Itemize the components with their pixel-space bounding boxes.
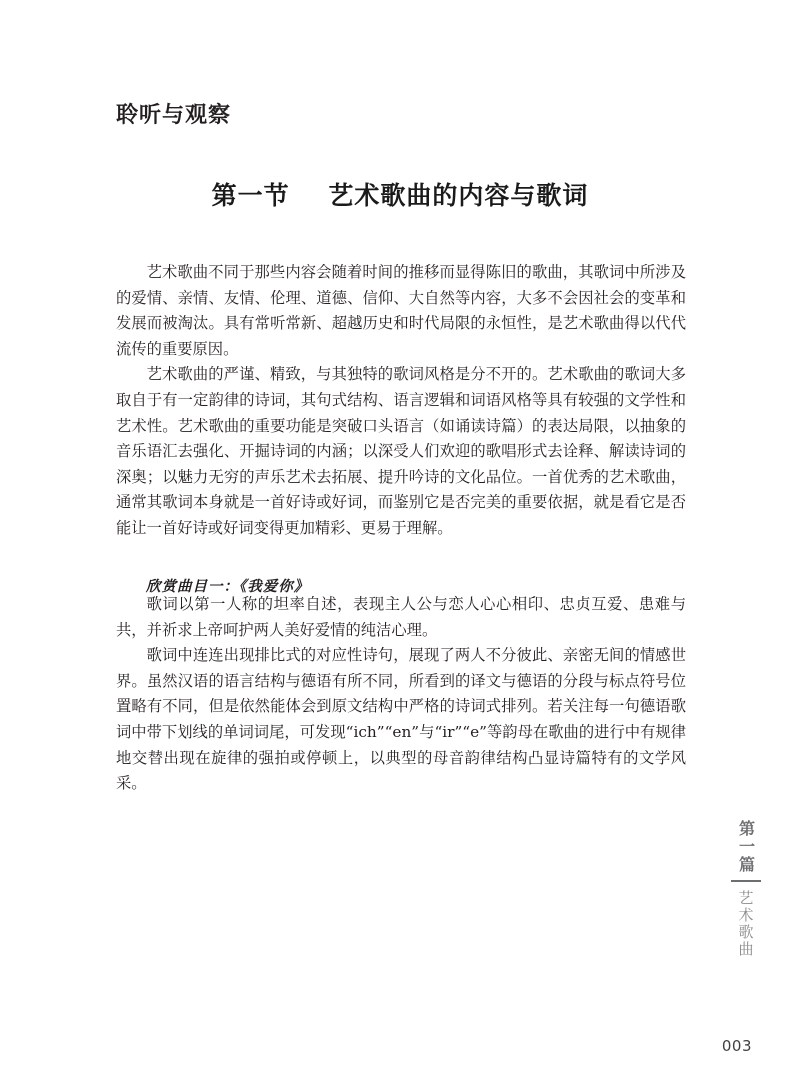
paragraph: 艺术歌曲不同于那些内容会随着时间的推移而显得陈旧的歌曲，其歌词中所涉及的爱情、亲情、友情、伦理、道德、信仰、大自然等内容，大多不会因社会的变革和发展而被淘汰。具有常听常新、超越历史和时代局限的永恒性，是艺术歌曲得以代代流传的重要原因。	[116, 263, 686, 358]
chapter-title: 第一节 艺术歌曲的内容与歌词	[211, 181, 589, 210]
side-tab-part: 第一篇	[736, 820, 756, 874]
paragraph: 艺术歌曲的严谨、精致，与其独特的歌词风格是分不开的。艺术歌曲的歌词大多取自于有一定韵律的诗词，其句式结构、语言逻辑和词语风格等具有较强的文学性和艺术性。艺术歌曲的重要功能是突破口头语言（如诵读诗篇）的表达局限，以抽象的音乐语汇去强化、开掘诗词的内涵；以深受人们欢迎的歌唱形式去诠释、解读诗词的深奥；以魅力无穷的声乐艺术去拓展、提升吟诗的文化品位。一首优秀的艺术歌曲，通常其歌词本身就是一首好诗或好词，而鉴别它是否完美的重要依据，就是看它是否能让一首好诗或好词变得更加精彩、更易于理解。	[116, 365, 686, 537]
piece-heading: 欣赏曲目一：《我爱你》	[146, 578, 310, 595]
intro-text	[116, 260, 686, 542]
side-tab	[726, 820, 766, 958]
section-label: 聆听与观察	[116, 103, 232, 128]
side-tab-divider	[731, 880, 761, 882]
piece-text	[116, 592, 686, 797]
paragraph: 歌词以第一人称的坦率自述，表现主人公与恋人心心相印、忠贞互爱、患难与共，并祈求上帝呵护两人美好爱情的纯洁心理。	[116, 595, 686, 639]
page-number: 003	[721, 1037, 752, 1055]
side-tab-topic: 艺术歌曲	[736, 890, 755, 958]
paragraph: 歌词中连连出现排比式的对应性诗句，展现了两人不分彼此、亲密无间的情感世界。虽然汉语的语言结构与德语有所不同，所看到的译文与德语的分段与标点符号位置略有不同，但是依然能体会到原文结构中严格的诗词式排列。若关注每一句德语歌词中带下划线的单词词尾，可发现“ich”“en”与“ir”“e”等韵母在歌曲的进行中有规律地交替出现在旋律的强拍或停顿上，以典型的母音韵律结构凸显诗篇特有的文学风采。	[116, 646, 686, 793]
